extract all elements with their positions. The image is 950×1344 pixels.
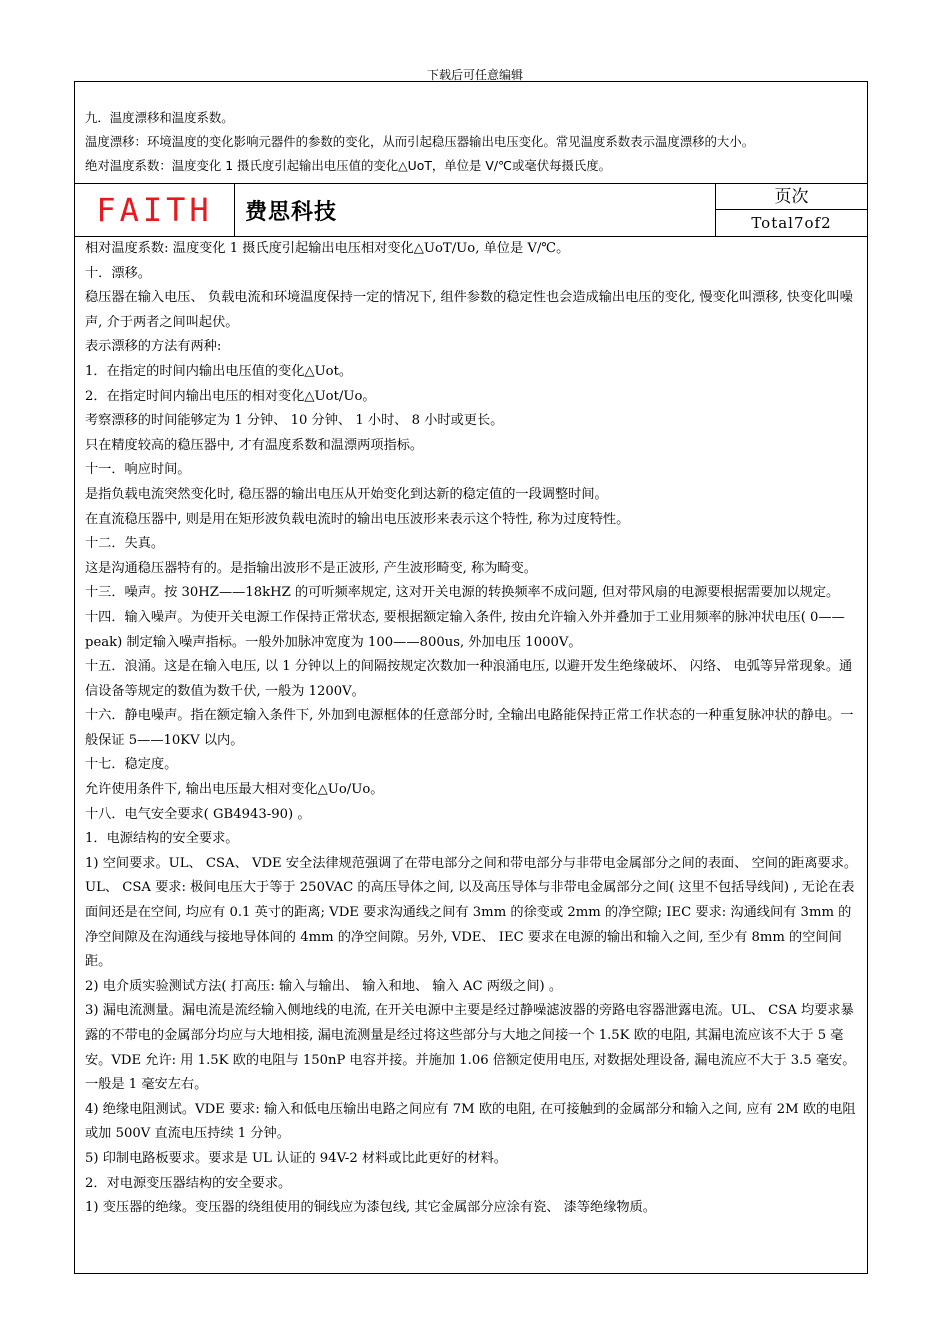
paragraph: 十六．静电噪声。指在额定输入条件下, 外加到电源框体的任意部分时, 全输出电路能保持正常工作状态的一种重复脉冲状的静电。一般保证 5——10KV 以内。 xyxy=(85,708,854,748)
section-9 xyxy=(85,106,861,178)
faith-logo: FAITH xyxy=(96,191,213,229)
paragraph: 1) 空间要求。UL、 CSA、 VDE 安全法律规范强调了在带电部分之间和带电部分与非带电金属部分之间的表面、 空间的距离要求。UL、 CSA 要求: 极间电压大于等于 250VAC 的高压导体之间, 以及高压导体与非带电金属部分之间( 这里不包括导线间) , 无论在表面间还是在空间, 均应有 0.1 英寸的距离; VDE 要求沟通线之间有 3mm 的徐变或 2mm 的净空隙; IEC 要求: 沟通线间有 3mm 的净空间隙及在沟通线与接地导体间的 4mm 的净空间隙。另外, VDE、 IEC 要求在电源的输出和输入之间, 至少有 8mm 的空间间距。 xyxy=(85,855,858,970)
paragraph: 1) 变压器的绝缘。变压器的绕组使用的铜线应为漆包线, 其它金属部分应涂有瓷、 漆等绝缘物质。 xyxy=(85,1200,656,1216)
paragraph: 5) 印制电路板要求。要求是 UL 认证的 94V-2 材料或比此更好的材料。 xyxy=(85,1150,507,1166)
page-label: 页次 xyxy=(716,184,867,210)
paragraph: 这是沟通稳压器特有的。是指输出波形不是正波形, 产生波形畸变, 称为畸变。 xyxy=(85,560,537,576)
section-9-line-1: 温度漂移：环境温度的变化影响元器件的参数的变化，从而引起稳压器输出电压变化。常见温度系数表示温度漂移的大小。 xyxy=(85,134,755,149)
paragraph: 3) 漏电流测量。漏电流是流经输入侧地线的电流, 在开关电源中主要是经过静噪滤波器的旁路电容器泄露电流。UL、 CSA 均要求暴露的不带电的金属部分均应与大地相接, 漏电流测量是经过将这些部分与大地之间接一个 1.5K 欧的电阻, 其漏电流应该不大于 5 毫安。VDE 允许: 用 1.5K 欧的电阻与 150nP 电容并接。并施加 1.06 倍额定使用电压, 对数据处理设备, 漏电流应不大于 3.5 毫安。一般是 1 毫安左右。 xyxy=(85,1003,856,1093)
paragraph: 1．在指定的时间内输出电压值的变化△Uot。 xyxy=(85,363,353,379)
paragraph: 稳压器在输入电压、 负载电流和环境温度保持一定的情况下, 组件参数的稳定性也会造成输出电压的变化, 慢变化叫漂移, 快变化叫噪声, 介于两者之间叫起伏。 xyxy=(85,290,853,330)
body-text xyxy=(85,237,860,1221)
section-9-line-2: 绝对温度系数：温度变化 1 摄氏度引起输出电压值的变化△UoT，单位是 V/℃或毫伏每摄氏度。 xyxy=(85,158,612,173)
document-frame xyxy=(74,81,868,1274)
paragraph: 十一．响应时间。 xyxy=(85,462,191,478)
paragraph: 只在精度较高的稳压器中, 才有温度系数和温漂两项指标。 xyxy=(85,437,424,453)
paragraph: 是指负载电流突然变化时, 稳压器的输出电压从开始变化到达新的稳定值的一段调整时间。 xyxy=(85,486,608,502)
paragraph: 相对温度系数: 温度变化 1 摄氏度引起输出电压相对变化△UoT/Uo, 单位是 V/℃。 xyxy=(85,241,570,256)
section-9-title: 九．温度漂移和温度系数。 xyxy=(85,110,234,125)
paragraph: 允许使用条件下, 输出电压最大相对变化△Uo/Uo。 xyxy=(85,782,384,798)
paragraph: 十三．噪声。按 30HZ——18kHZ 的可听频率规定, 这对开关电源的转换频率不成问题, 但对带风扇的电源要根据需要加以规定。 xyxy=(85,585,840,601)
paragraph: 2．对电源变压器结构的安全要求。 xyxy=(85,1175,292,1191)
paragraph: 十二．失真。 xyxy=(85,536,165,552)
page-total: Total7of2 xyxy=(751,214,832,232)
page-cell xyxy=(716,184,867,236)
paragraph: 十．漂移。 xyxy=(85,265,151,281)
paragraph: 4) 绝缘电阻测试。VDE 要求: 输入和低电压输出电路之间应有 7M 欧的电阻, 在可接触到的金属部分和输入之间, 应有 2M 欧的电阻或加 500V 直流电压持续 1 分钟。 xyxy=(85,1101,856,1142)
paragraph: 表示漂移的方法有两种: xyxy=(85,339,222,355)
paragraph: 十五．浪涌。这是在输入电压, 以 1 分钟以上的间隔按规定次数加一种浪涌电压, 以避开发生绝缘破坏、 闪络、 电弧等异常现象。通信设备等规定的数值为数千伏, 一般为 1200V。 xyxy=(85,659,853,699)
paragraph: 2．在指定时间内输出电压的相对变化△Uot/Uo。 xyxy=(85,388,376,404)
paragraph: 十七．稳定度。 xyxy=(85,757,178,773)
paragraph: 十四．输入噪声。为使开关电源工作保持正常状态, 要根据额定输入条件, 按由允许输入外并叠加于工业用频率的脉冲状电压( 0——peak) 制定输入噪声指标。一般外加脉冲宽度为 100——800us, 外加电压 1000V。 xyxy=(85,609,845,650)
header-table xyxy=(75,183,867,237)
paragraph: 2) 电介质实验测试方法( 打高压: 输入与输出、 输入和地、 输入 AC 两级之间) 。 xyxy=(85,978,563,994)
logo-cell xyxy=(75,184,235,236)
company-name: 费思科技 xyxy=(245,200,338,225)
top-note: 下载后可任意编辑 xyxy=(426,68,523,82)
paragraph: 1．电源结构的安全要求。 xyxy=(85,831,239,847)
paragraph: 在直流稳压器中, 则是用在矩形波负载电流时的输出电压波形来表示这个特性, 称为过度特性。 xyxy=(85,511,630,527)
paragraph: 十八．电气安全要求( GB4943-90) 。 xyxy=(85,806,311,822)
paragraph: 考察漂移的时间能够定为 1 分钟、 10 分钟、 1 小时、 8 小时或更长。 xyxy=(85,413,504,429)
company-cell xyxy=(235,184,716,236)
